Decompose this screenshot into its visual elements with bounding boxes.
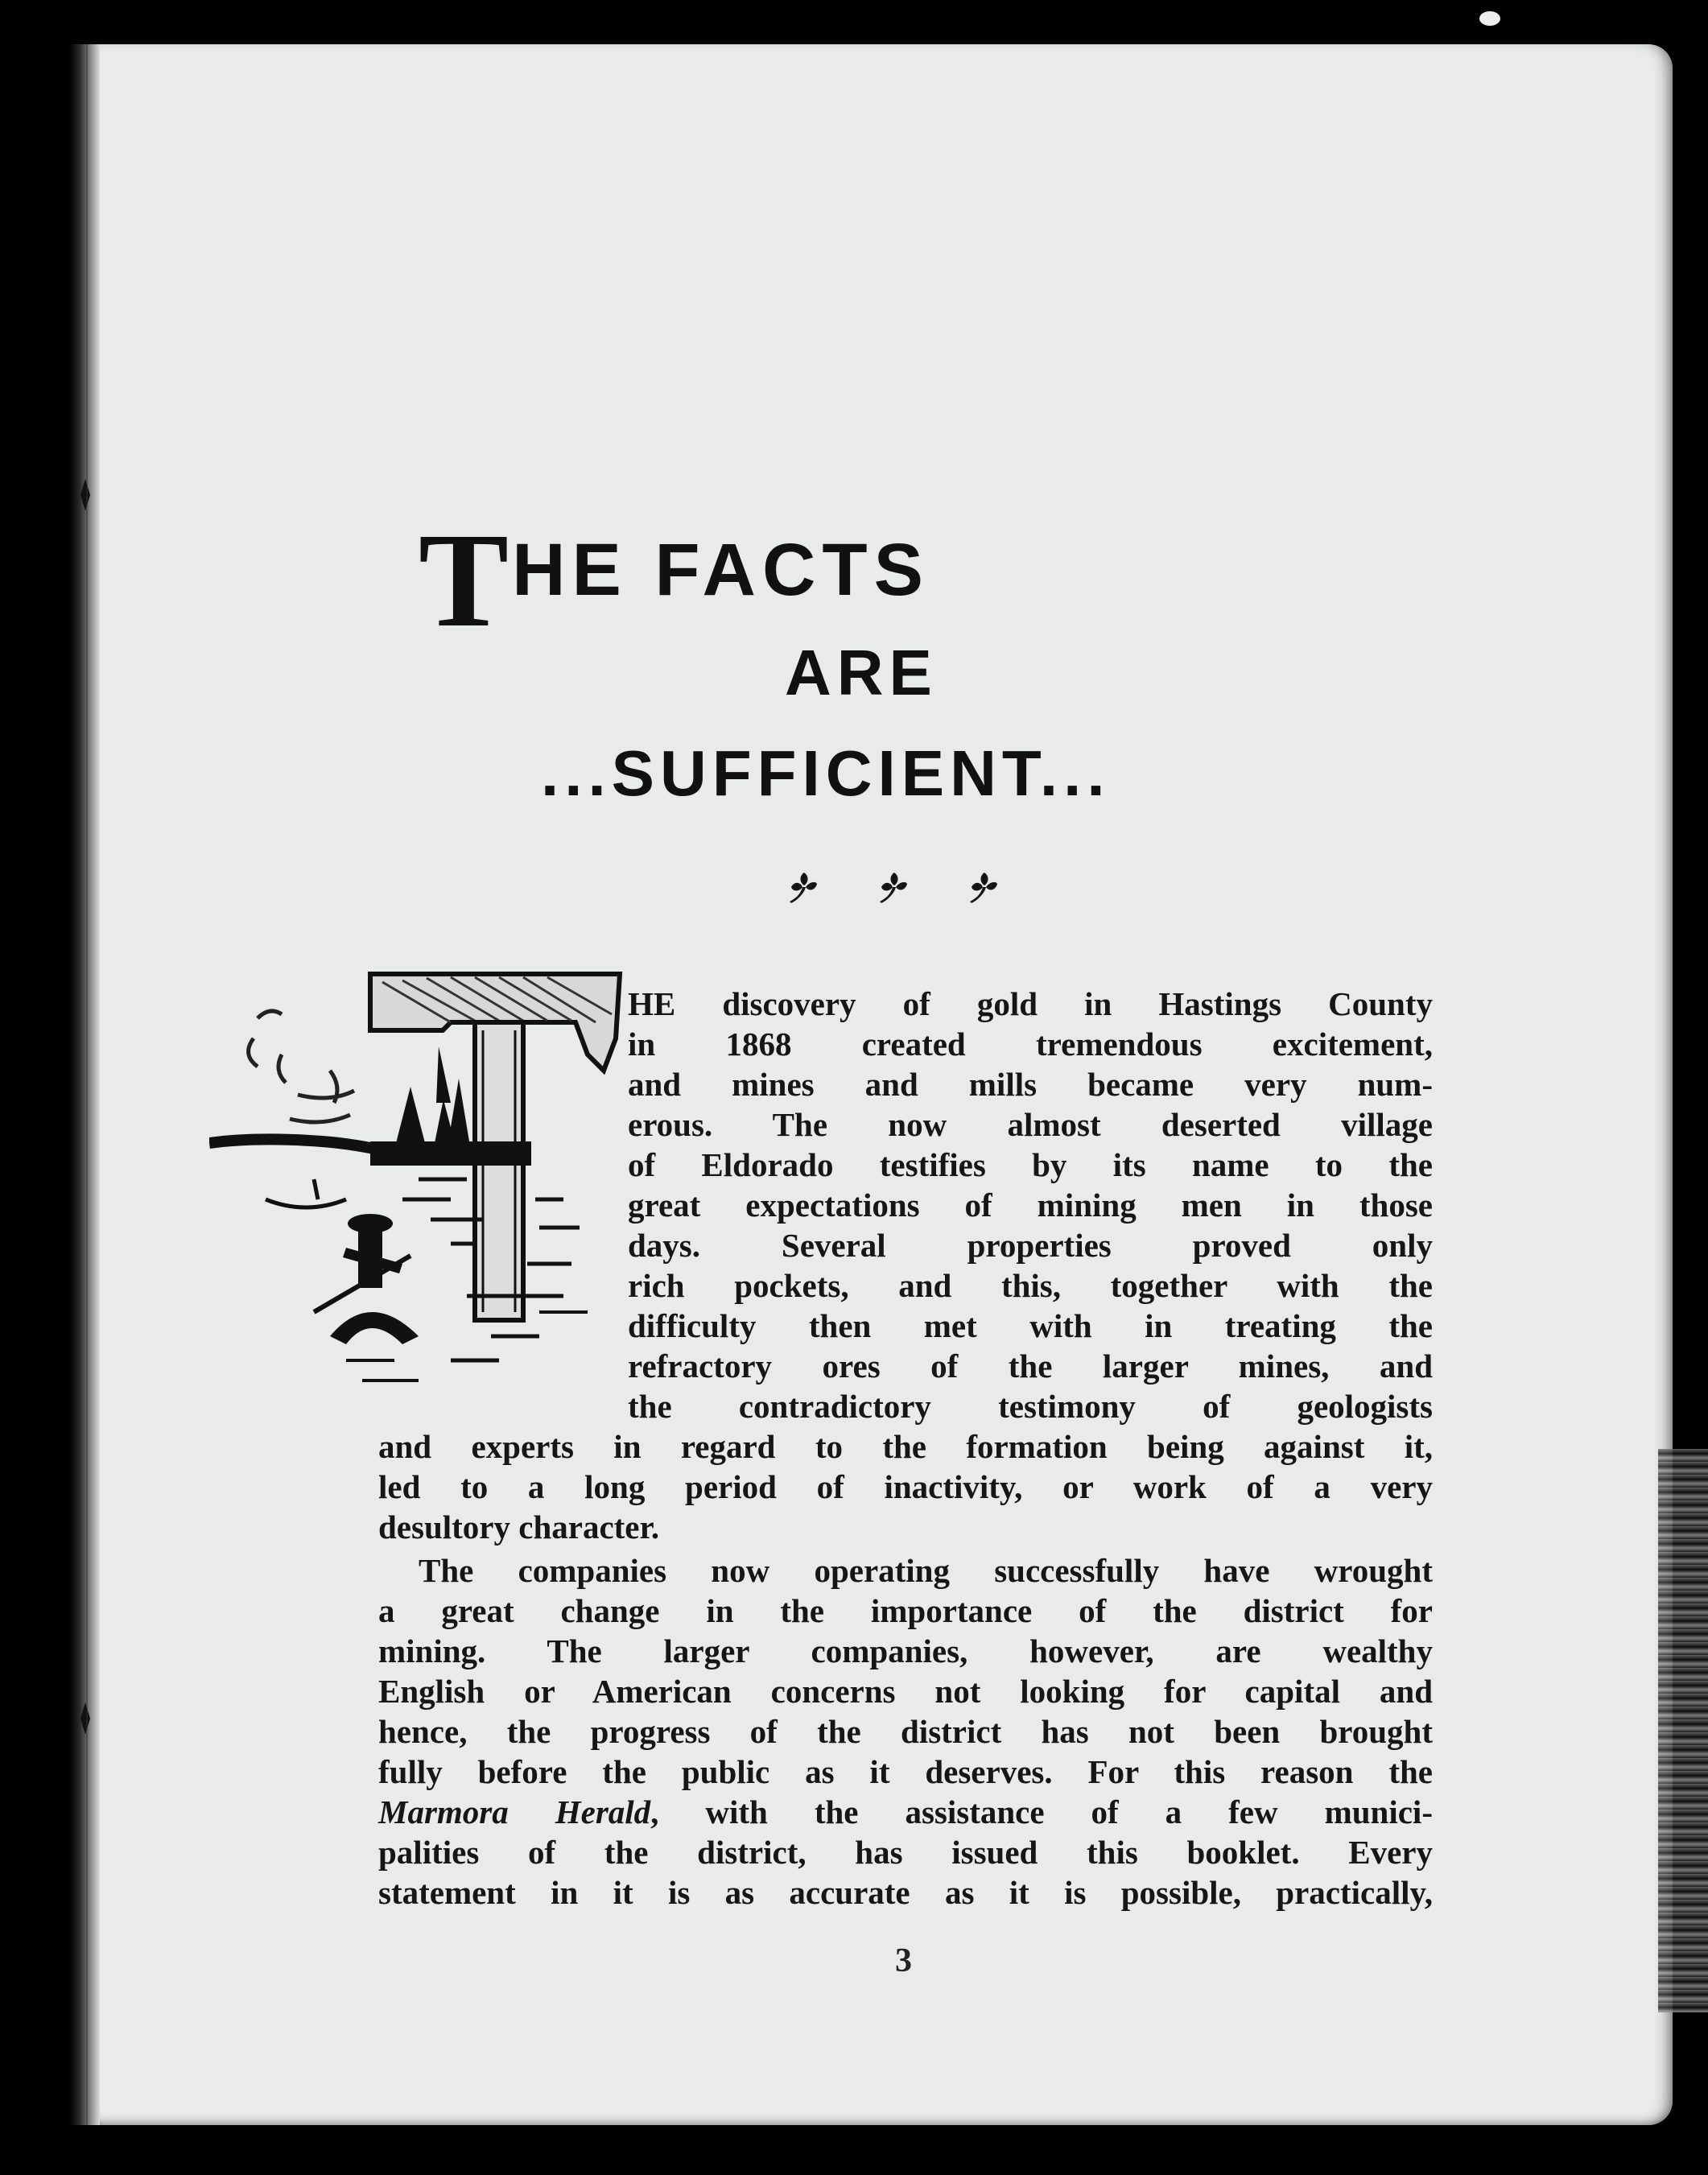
text-line: led to a long period of inactivity, or work of a very xyxy=(378,1468,1433,1505)
text-line: refractory ores of the larger mines, and xyxy=(628,1348,1433,1385)
text-line: The companies now operating successfully have wrought xyxy=(419,1552,1433,1589)
page-number: 3 xyxy=(895,1942,912,1979)
text-line: and experts in regard to the formation being against it, xyxy=(378,1428,1433,1465)
text-fragment: , with the assistance of a few munici- xyxy=(650,1793,1433,1830)
text-line: a great change in the importance of the district for xyxy=(378,1592,1433,1629)
title-initial: T xyxy=(419,506,510,655)
text-line: desultory character. xyxy=(378,1508,660,1546)
publication-name: Marmora Herald xyxy=(378,1793,651,1830)
fleuron-icon xyxy=(785,868,823,906)
text-line: and mines and mills became very num- xyxy=(628,1066,1433,1103)
text-line: the contradictory testimony of geologists xyxy=(628,1388,1433,1425)
text-line-with-italic xyxy=(378,1792,1433,1832)
text-line: English or American concerns not looking for capital and xyxy=(378,1673,1433,1710)
text-line: HE discovery of gold in Hastings County xyxy=(628,985,1433,1022)
text-line: fully before the public as it deserves. For this reason the xyxy=(378,1753,1433,1790)
paragraph-1-wrapped-lines xyxy=(628,984,1433,1426)
fleuron-ornaments xyxy=(785,868,1010,913)
paragraph-1-full-lines xyxy=(378,1426,1433,1547)
page-edge-shadow xyxy=(1658,1449,1708,2012)
title-line-1-text: HE FACTS xyxy=(512,529,930,611)
text-line: statement in it is as accurate as it is possible, practically, xyxy=(378,1874,1433,1911)
scan-artifact xyxy=(1479,11,1500,26)
text-line: hence, the progress of the district has not been brought xyxy=(378,1713,1433,1750)
paragraph-2 xyxy=(378,1550,1433,1913)
text-line: days. Several properties proved only xyxy=(628,1227,1433,1264)
text-line: of Eldorado testifies by its name to the xyxy=(628,1146,1433,1183)
fleuron-icon xyxy=(875,868,914,906)
page-title-line-2: ARE xyxy=(785,637,938,708)
fleuron-icon xyxy=(965,868,1004,906)
illustrated-dropcap-t xyxy=(209,958,628,1409)
text-line: erous. The now almost deserted village xyxy=(628,1106,1433,1143)
binding-stitch-marks xyxy=(69,44,100,2125)
page-binding xyxy=(69,44,100,2125)
page-title-line-3: ...SUFFICIENT... xyxy=(541,737,1111,809)
text-line: difficulty then met with in treating the xyxy=(628,1307,1433,1344)
text-line: palities of the district, has issued this booklet. Every xyxy=(378,1834,1433,1871)
text-line: mining. The larger companies, however, are wealthy xyxy=(378,1632,1433,1669)
text-line: great expectations of mining men in those xyxy=(628,1187,1433,1224)
text-line: in 1868 created tremendous excitement, xyxy=(628,1026,1433,1063)
text-line: rich pockets, and this, together with the xyxy=(628,1267,1433,1304)
